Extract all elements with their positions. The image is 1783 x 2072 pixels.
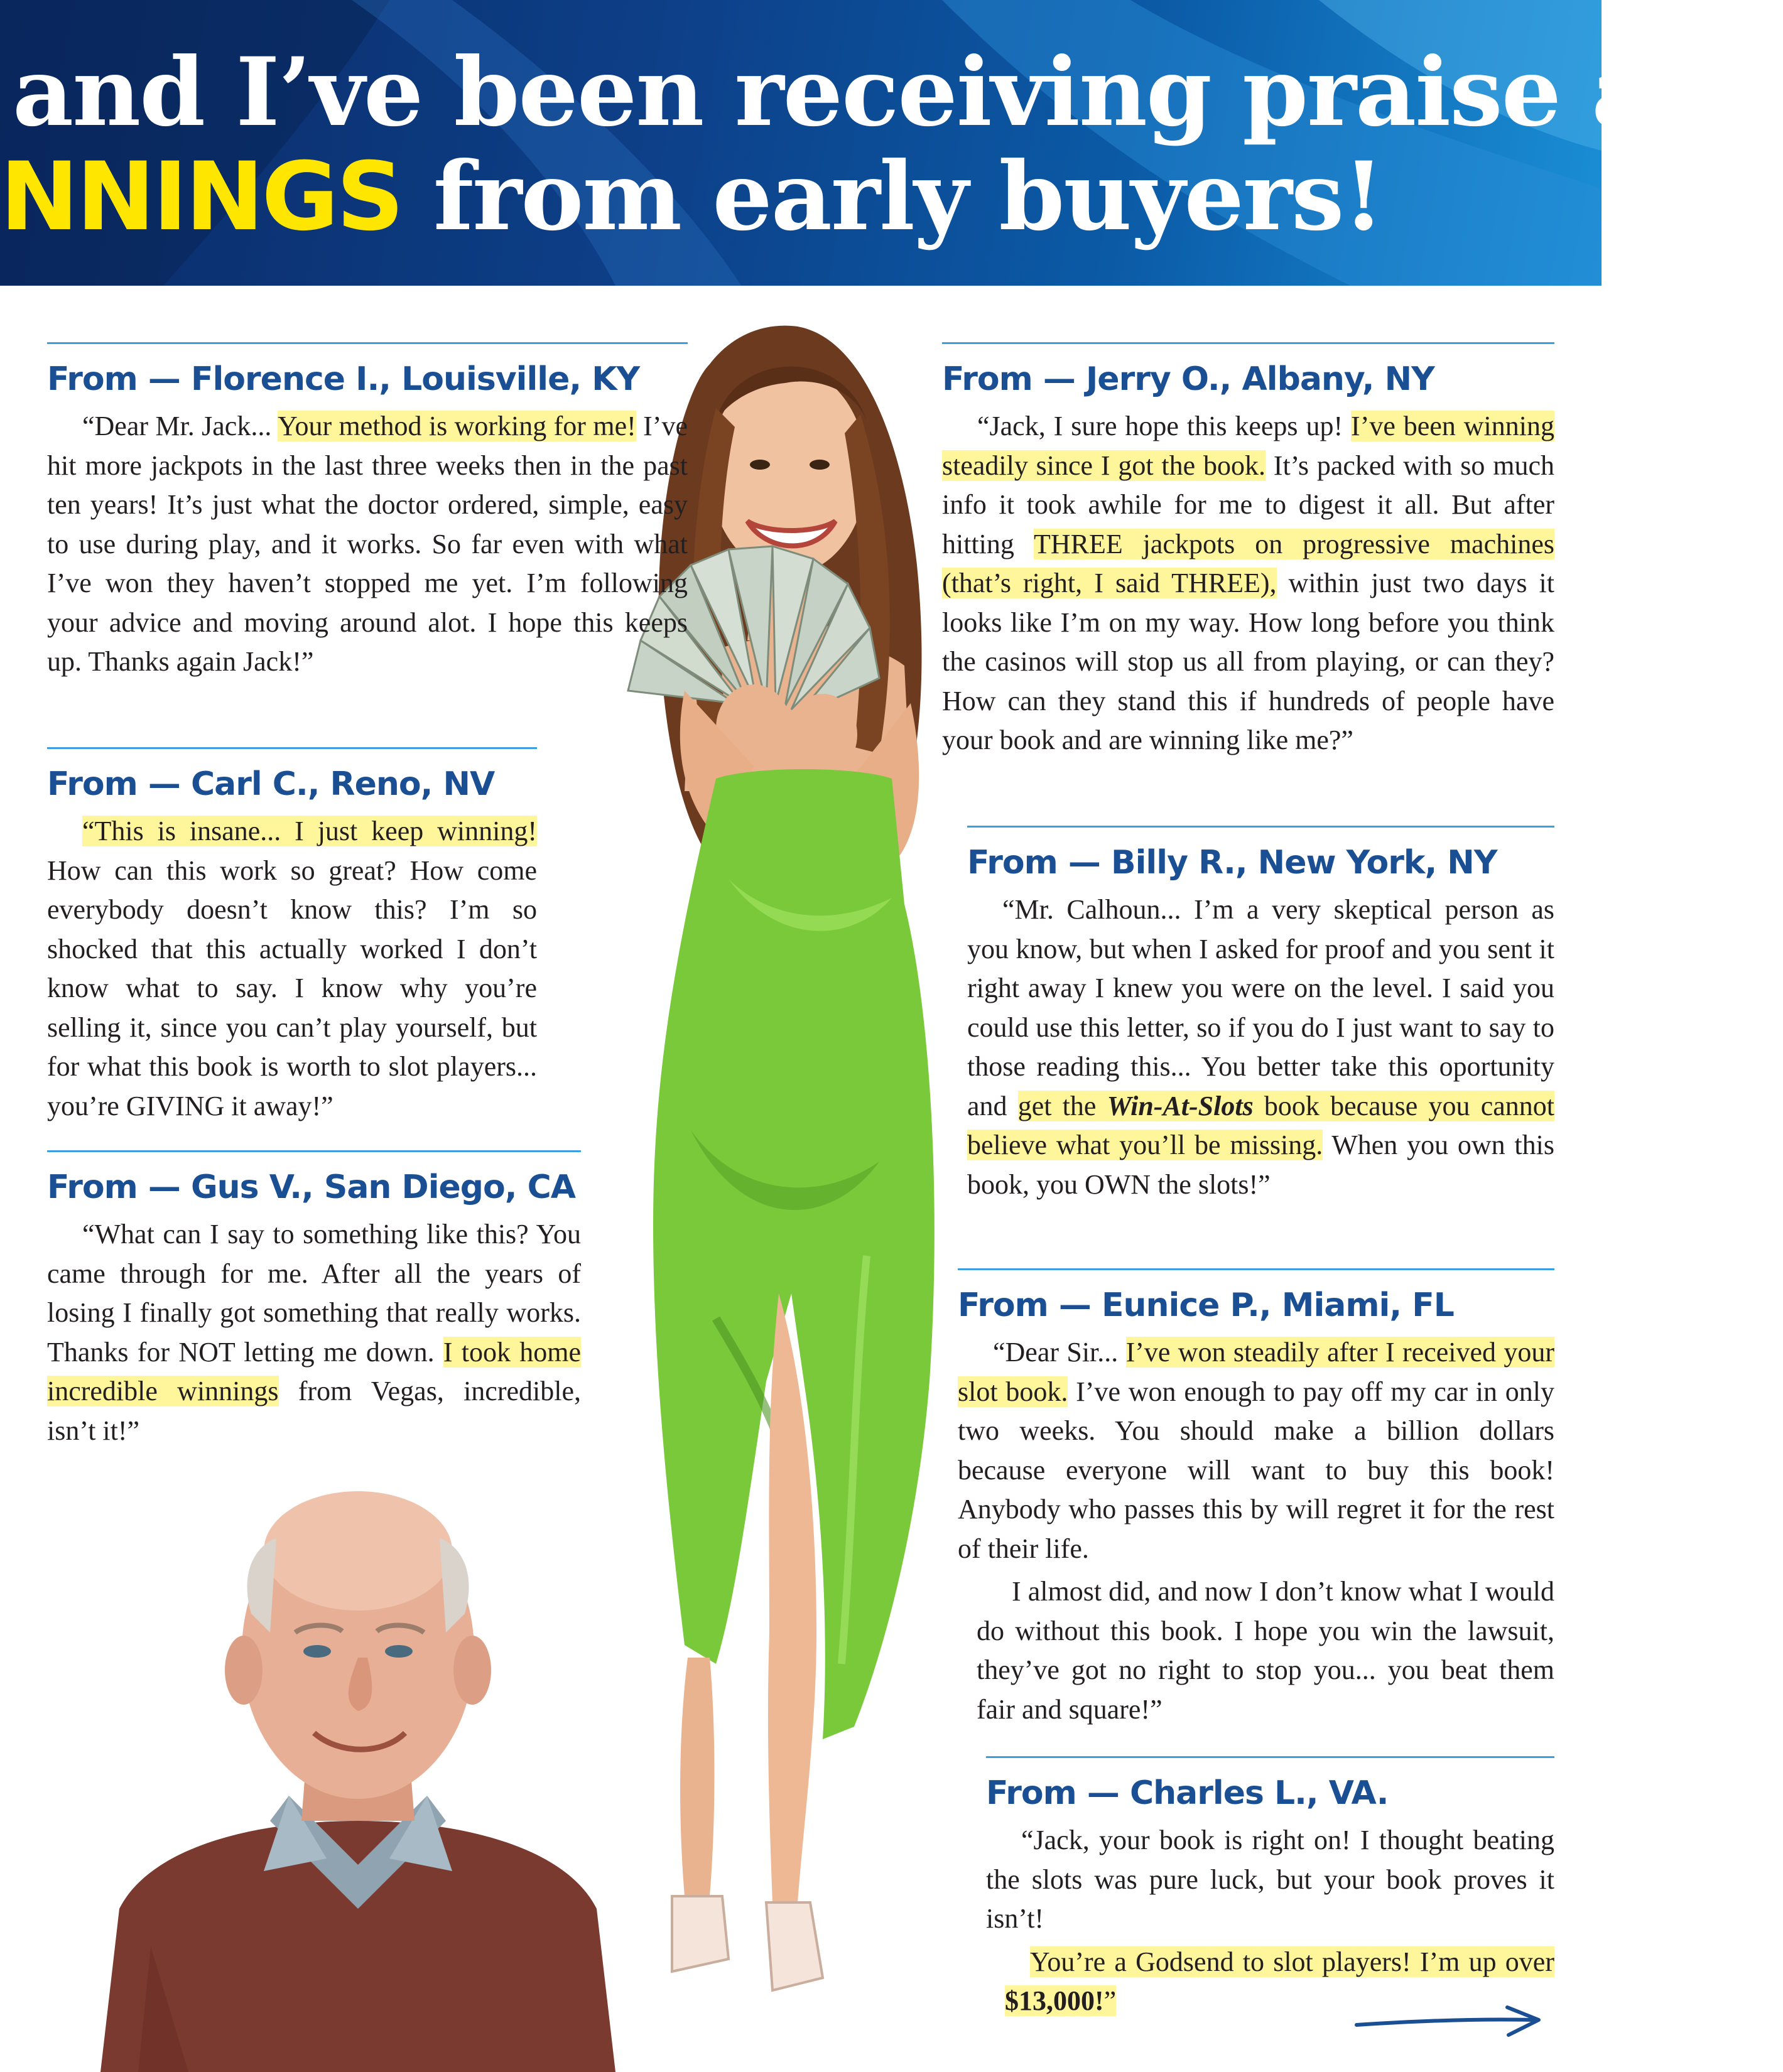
divider-rule xyxy=(958,1268,1554,1270)
testimonial-author: From — Jerry O., Albany, NY xyxy=(942,360,1434,398)
header-banner xyxy=(0,0,1783,286)
testimonial-quote xyxy=(958,1333,1554,1568)
quote-highlight: I’ve been winning steadily since I got the book. xyxy=(942,411,1555,481)
testimonial-carl xyxy=(47,747,537,1126)
quote-text: “Dear Mr. Jack... xyxy=(82,411,278,441)
testimonial-author: From — Eunice P., Miami, FL xyxy=(958,1287,1454,1324)
testimonial-jerry xyxy=(942,342,1554,760)
testimonial-quote: “Jack, your book is right on! I thought beating the slots was pure luck, but your book proves it isn’t! xyxy=(986,1825,1554,1934)
quote-highlight: “This is insane... I just keep winning! xyxy=(82,816,537,846)
testimonial-florence xyxy=(47,342,688,682)
testimonial-quote xyxy=(47,1215,581,1450)
divider-rule xyxy=(47,342,688,344)
quote-highlight-text: ” xyxy=(1103,1985,1117,2016)
quote-highlight-text: book because you cannot believe what you’ll be missing. xyxy=(967,1090,1554,1160)
next-page-arrow-icon[interactable] xyxy=(1350,2000,1551,2044)
divider-rule xyxy=(986,1756,1554,1758)
quote-text: “What can I say to something like this? You came through for me. After all the years of losing I finally got something that really works. Thanks for NOT letting me down. xyxy=(47,1219,581,1368)
divider-rule xyxy=(47,747,537,749)
testimonial-author: From — Florence I., Louisville, KY xyxy=(47,360,640,398)
headline-line-2 xyxy=(0,141,1384,252)
headline-line-2-rest: from early buyers! xyxy=(401,141,1384,252)
quote-highlight: I took home incredible winnings xyxy=(47,1336,581,1406)
quote-text: How can this work so great? How come everybody doesn’t know this? I’m so shocked that this actually worked I don’t know what to say. I know why you’re selling it, since you can’t play yourself, but for what this book is worth to slot players... you’re GIVING it away!” xyxy=(47,855,537,1121)
quote-highlight: THREE jackpots on progressive machines (that’s right, I said THREE), xyxy=(942,528,1554,598)
quote-text: within just two days it looks like I’m on my way. How long before you think the casinos will stop us all from playing, or can they? How can they stand this if hundreds of people have your book and are winning like me?” xyxy=(942,568,1554,755)
testimonial-eunice xyxy=(958,1268,1554,1729)
quote-text: “Mr. Calhoun... I’m a very skeptical person as you know, but when I asked for proof and you sent it right away I knew you were on the level. I said you could use this letter, so if you do I just want to say to those reading this... You better take this oportunity and xyxy=(967,894,1554,1121)
testimonial-billy xyxy=(967,826,1554,1204)
quote-highlight: Your method is working for me! xyxy=(278,411,636,441)
quote-text: When you own this book, you OWN the slots!” xyxy=(967,1130,1554,1200)
testimonial-quote-paragraph-2: I almost did, and now I don’t know what I would do without this book. I hope you win the lawsuit, they’ve got no right to stop you... you beat them fair and square!” xyxy=(977,1576,1554,1725)
book-title: Win-At-Slots xyxy=(1107,1090,1254,1121)
divider-rule xyxy=(47,1150,581,1152)
smiling-man-photo xyxy=(100,1469,615,2072)
divider-rule xyxy=(967,826,1554,828)
testimonial-quote xyxy=(47,407,688,682)
quote-text: I’ve hit more jackpots in the last three weeks then in the past ten years! It’s just what the doctor ordered, simple, easy to use during play, and it works. So far even with what I’ve won they haven’t stopped me yet. I’m following your advice and moving around alot. I hope this keeps up. Thanks again Jack!” xyxy=(47,411,688,677)
quote-text: It’s packed with so much info it took awhile for me to digest it all. But after hitting xyxy=(942,450,1554,559)
quote-highlight-text: You’re a Godsend to slot players! I’m up over xyxy=(1030,1946,1554,1977)
testimonial-quote xyxy=(942,407,1554,760)
testimonial-quote xyxy=(967,890,1554,1204)
quote-text: “Jack, I sure hope this keeps up! xyxy=(977,411,1352,441)
testimonial-author: From — Carl C., Reno, NV xyxy=(47,765,495,803)
quote-highlight: I’ve won steadily after I received your slot book. xyxy=(958,1337,1555,1407)
testimonial-author: From — Charles L., VA. xyxy=(986,1774,1389,1812)
testimonial-gus xyxy=(47,1150,581,1450)
testimonial-author: From — Gus V., San Diego, CA xyxy=(47,1168,575,1206)
divider-rule xyxy=(942,342,1554,344)
quote-highlight-text: get the xyxy=(1017,1090,1107,1121)
testimonial-charles xyxy=(986,1756,1554,2021)
headline-highlight-word: NNINGS xyxy=(0,143,402,252)
testimonial-author: From — Billy R., New York, NY xyxy=(967,844,1497,882)
testimonial-quote xyxy=(47,812,537,1126)
headline-line-1: and I’ve been receiving praise and xyxy=(13,37,1783,148)
quote-text: I’ve won enough to pay off my car in only two weeks. You should make a billion dollars because everyone will want to buy this book! Anybody who passes this by will regret it for the rest of their life. xyxy=(958,1376,1554,1564)
quote-text: “Dear Sir... xyxy=(993,1337,1126,1368)
winnings-amount: $13,000! xyxy=(1005,1985,1104,2016)
quote-text: from Vegas, incredible, isn’t it!” xyxy=(47,1376,581,1446)
